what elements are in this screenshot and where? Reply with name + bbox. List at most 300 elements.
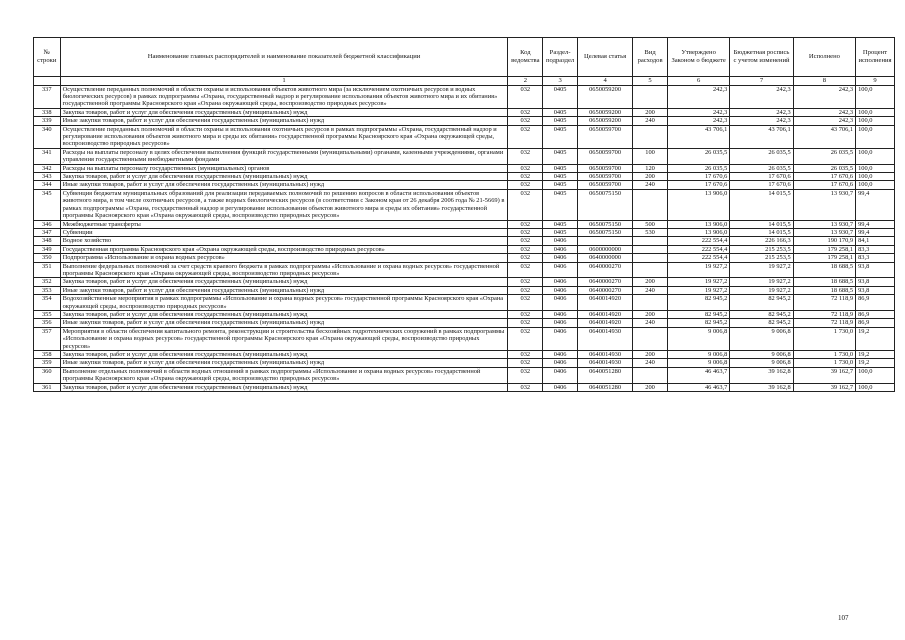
row-name: Субвенция бюджетам муниципальных образований для реализации передаваемых полномочий по решению вопросов в области использования объектов животного мира, в том числе охотничьих ресурсов, а также водных биологических ресурсов (в соответствии с Законом края от 26 декабря 2006 года № 21-5669) в рамках подпрограммы «Охрана, государственный надзор и регулирование использования объектов животного мира и среды их обитания» государственной программы Красноярского края «Охрана окружающей среды, воспроизводство природных ресурсов» (60, 189, 508, 220)
expense-type: 240 (633, 286, 668, 294)
expense-type: 530 (633, 228, 668, 236)
column-number-cell: 6 (667, 77, 729, 86)
approved-amount: 82 945,2 (667, 310, 729, 318)
approved-amount: 46 463,7 (667, 367, 729, 383)
column-number-cell: 5 (633, 77, 668, 86)
table-row (34, 327, 895, 350)
table-row (34, 351, 895, 359)
department-code: 032 (508, 278, 543, 286)
row-number: 356 (34, 319, 61, 327)
expense-type: 120 (633, 164, 668, 172)
execution-percent: 100,0 (856, 367, 895, 383)
row-number: 360 (34, 367, 61, 383)
schedule-amount: 215 253,5 (730, 245, 793, 253)
target-article: 0640000270 (577, 286, 632, 294)
approved-amount: 82 945,2 (667, 319, 729, 327)
section-code: 0406 (543, 254, 578, 262)
department-code: 032 (508, 117, 543, 125)
approved-amount: 242,3 (667, 117, 729, 125)
expense-type (633, 237, 668, 245)
table-row (34, 125, 895, 148)
target-article: 0650059700 (577, 173, 632, 181)
department-code: 032 (508, 164, 543, 172)
target-article: 0640000270 (577, 278, 632, 286)
department-code: 032 (508, 254, 543, 262)
executed-amount: 242,3 (793, 117, 855, 125)
row-number: 361 (34, 383, 61, 391)
table-row (34, 295, 895, 311)
executed-amount: 18 688,5 (793, 278, 855, 286)
execution-percent: 83,3 (856, 245, 895, 253)
executed-amount: 1 730,0 (793, 327, 855, 350)
department-code: 032 (508, 327, 543, 350)
approved-amount: 26 035,5 (667, 148, 729, 164)
department-code: 032 (508, 220, 543, 228)
section-code: 0405 (543, 173, 578, 181)
expense-type: 200 (633, 108, 668, 116)
approved-amount: 13 906,0 (667, 220, 729, 228)
table-row (34, 164, 895, 172)
table-row (34, 173, 895, 181)
expense-type (633, 367, 668, 383)
target-article: 0650075150 (577, 220, 632, 228)
section-code: 0406 (543, 327, 578, 350)
row-name: Иные закупки товаров, работ и услуг для обеспечения государственных (муниципальных) нужд (60, 359, 508, 367)
section-code: 0406 (543, 383, 578, 391)
department-code: 032 (508, 262, 543, 278)
execution-percent: 93,8 (856, 286, 895, 294)
header-approved: Утверждено Законом о бюджете (667, 38, 729, 77)
department-code: 032 (508, 286, 543, 294)
department-code: 032 (508, 237, 543, 245)
row-number: 345 (34, 189, 61, 220)
section-code: 0406 (543, 278, 578, 286)
section-code: 0406 (543, 359, 578, 367)
column-number-cell: 3 (543, 77, 578, 86)
target-article: 0640000270 (577, 262, 632, 278)
execution-percent: 100,0 (856, 383, 895, 391)
table-row (34, 367, 895, 383)
section-code: 0405 (543, 125, 578, 148)
department-code: 032 (508, 295, 543, 311)
table-row (34, 237, 895, 245)
execution-percent: 19,2 (856, 327, 895, 350)
execution-percent: 86,9 (856, 310, 895, 318)
row-name: Водное хозяйство (60, 237, 508, 245)
section-code: 0405 (543, 108, 578, 116)
row-number: 351 (34, 262, 61, 278)
department-code: 032 (508, 245, 543, 253)
target-article (577, 237, 632, 245)
department-code: 032 (508, 148, 543, 164)
row-number: 346 (34, 220, 61, 228)
row-name: Межбюджетные трансферты (60, 220, 508, 228)
executed-amount: 13 930,7 (793, 220, 855, 228)
row-name: Субвенции (60, 228, 508, 236)
row-name: Иные закупки товаров, работ и услуг для обеспечения государственных (муниципальных) нужд (60, 286, 508, 294)
expense-type: 200 (633, 173, 668, 181)
execution-percent: 99,4 (856, 220, 895, 228)
table-row (34, 108, 895, 116)
executed-amount: 179 258,1 (793, 254, 855, 262)
approved-amount: 242,3 (667, 85, 729, 108)
executed-amount: 1 730,0 (793, 359, 855, 367)
table-row (34, 148, 895, 164)
table-row (34, 85, 895, 108)
header-budget-schedule: Бюджетная роспись с учетом изменений (730, 38, 793, 77)
table-row (34, 189, 895, 220)
row-name: Государственная программа Красноярского края «Охрана окружающей среды, воспроизводство природных ресурсов» (60, 245, 508, 253)
header-row-number: № строки (34, 38, 61, 77)
execution-percent: 86,9 (856, 319, 895, 327)
schedule-amount: 215 253,5 (730, 254, 793, 262)
schedule-amount: 26 035,5 (730, 164, 793, 172)
table-row (34, 383, 895, 391)
target-article: 0600000000 (577, 245, 632, 253)
execution-percent: 93,8 (856, 262, 895, 278)
table-row (34, 319, 895, 327)
department-code: 032 (508, 108, 543, 116)
execution-percent: 93,8 (856, 278, 895, 286)
header-name: Наименование главных распорядителей и наименование показателей бюджетной классификации (60, 38, 508, 77)
department-code: 032 (508, 189, 543, 220)
target-article: 0650059700 (577, 164, 632, 172)
schedule-amount: 17 670,6 (730, 181, 793, 189)
target-article: 0640014920 (577, 319, 632, 327)
column-number-cell (34, 77, 61, 86)
row-number: 347 (34, 228, 61, 236)
department-code: 032 (508, 351, 543, 359)
department-code: 032 (508, 359, 543, 367)
target-article: 0640014920 (577, 295, 632, 311)
approved-amount: 46 463,7 (667, 383, 729, 391)
execution-percent: 99,4 (856, 228, 895, 236)
row-number: 359 (34, 359, 61, 367)
expense-type: 200 (633, 383, 668, 391)
table-row (34, 117, 895, 125)
schedule-amount: 17 670,6 (730, 173, 793, 181)
target-article: 0650059200 (577, 117, 632, 125)
section-code: 0406 (543, 351, 578, 359)
execution-percent: 86,9 (856, 295, 895, 311)
target-article: 0650059700 (577, 148, 632, 164)
budget-table (33, 37, 895, 392)
row-number: 338 (34, 108, 61, 116)
schedule-amount: 14 015,5 (730, 189, 793, 220)
section-code: 0406 (543, 286, 578, 294)
section-code: 0406 (543, 295, 578, 311)
table-row (34, 359, 895, 367)
approved-amount: 9 006,8 (667, 327, 729, 350)
target-article: 0640051280 (577, 367, 632, 383)
header-row (34, 38, 895, 77)
executed-amount: 190 170,9 (793, 237, 855, 245)
executed-amount: 26 035,5 (793, 148, 855, 164)
department-code: 032 (508, 367, 543, 383)
execution-percent: 100,0 (856, 164, 895, 172)
row-number: 354 (34, 295, 61, 311)
expense-type: 200 (633, 351, 668, 359)
section-code: 0405 (543, 164, 578, 172)
row-number: 337 (34, 85, 61, 108)
execution-percent: 84,1 (856, 237, 895, 245)
row-number: 341 (34, 148, 61, 164)
row-name: Закупка товаров, работ и услуг для обеспечения государственных (муниципальных) нужд (60, 108, 508, 116)
execution-percent: 100,0 (856, 117, 895, 125)
executed-amount: 18 688,5 (793, 262, 855, 278)
execution-percent: 99,4 (856, 189, 895, 220)
schedule-amount: 19 927,2 (730, 286, 793, 294)
expense-type (633, 85, 668, 108)
executed-amount: 13 930,7 (793, 228, 855, 236)
row-name: Закупка товаров, работ и услуг для обеспечения государственных (муниципальных) нужд (60, 173, 508, 181)
approved-amount: 19 927,2 (667, 262, 729, 278)
section-code: 0405 (543, 228, 578, 236)
executed-amount: 1 730,0 (793, 351, 855, 359)
row-number: 352 (34, 278, 61, 286)
section-code: 0406 (543, 237, 578, 245)
schedule-amount: 39 162,8 (730, 383, 793, 391)
table-row (34, 228, 895, 236)
executed-amount: 18 688,5 (793, 286, 855, 294)
expense-type (633, 125, 668, 148)
target-article: 0650075150 (577, 189, 632, 220)
target-article: 0640000000 (577, 254, 632, 262)
target-article: 0640014930 (577, 351, 632, 359)
row-name: Выполнение федеральных полномочий за счет средств краевого бюджета в рамках подпрограммы «Использование и охрана водных ресурсов» государственной программы Красноярского края «Охрана окружающей среды, воспроизводство природных ресурсов» (60, 262, 508, 278)
schedule-amount: 242,3 (730, 117, 793, 125)
executed-amount: 179 258,1 (793, 245, 855, 253)
row-name: Выполнение отдельных полномочий в области водных отношений в рамках подпрограммы «Использование и охрана водных ресурсов» государственной программы Красноярского края «Охрана окружающей среды, воспроизводство природных ресурсов» (60, 367, 508, 383)
executed-amount: 39 162,7 (793, 383, 855, 391)
schedule-amount: 242,3 (730, 108, 793, 116)
table-body (34, 85, 895, 391)
table-row (34, 278, 895, 286)
header-section: Раздел-подраздел (543, 38, 578, 77)
execution-percent: 100,0 (856, 85, 895, 108)
row-number: 339 (34, 117, 61, 125)
table-row (34, 181, 895, 189)
target-article: 0650059200 (577, 108, 632, 116)
expense-type (633, 262, 668, 278)
department-code: 032 (508, 85, 543, 108)
approved-amount: 222 554,4 (667, 237, 729, 245)
row-name: Закупка товаров, работ и услуг для обеспечения государственных (муниципальных) нужд (60, 278, 508, 286)
approved-amount: 26 035,5 (667, 164, 729, 172)
row-number: 342 (34, 164, 61, 172)
section-code: 0406 (543, 319, 578, 327)
header-percent: Процент исполнения (856, 38, 895, 77)
column-number-cell: 1 (60, 77, 508, 86)
schedule-amount: 9 006,8 (730, 359, 793, 367)
expense-type: 240 (633, 117, 668, 125)
schedule-amount: 242,3 (730, 85, 793, 108)
execution-percent: 100,0 (856, 108, 895, 116)
section-code: 0405 (543, 189, 578, 220)
schedule-amount: 14 015,5 (730, 228, 793, 236)
target-article: 0650059200 (577, 85, 632, 108)
department-code: 032 (508, 310, 543, 318)
row-number: 348 (34, 237, 61, 245)
row-name: Расходы на выплаты персоналу в целях обеспечения выполнения функций государственными (муниципальными) органами, казенными учреждениями, органами управления государственными внебюджетными фондами (60, 148, 508, 164)
table-row (34, 286, 895, 294)
approved-amount: 222 554,4 (667, 245, 729, 253)
table-row (34, 254, 895, 262)
executed-amount: 17 670,6 (793, 173, 855, 181)
row-name: Закупка товаров, работ и услуг для обеспечения государственных (муниципальных) нужд (60, 351, 508, 359)
expense-type: 200 (633, 310, 668, 318)
schedule-amount: 82 945,2 (730, 310, 793, 318)
row-name: Осуществление переданных полномочий в области охраны и использования объектов животного мира (за исключением охотничьих ресурсов и водных биологических ресурсов) в рамках подпрограммы «Охрана, государственный надзор и регулирование использования объектов животного мира и их обитания» государственной программы Красноярского края «Охрана окружающей среды, воспроизводство природных ресурсов» (60, 85, 508, 108)
expense-type: 240 (633, 359, 668, 367)
section-code: 0406 (543, 245, 578, 253)
row-name: Водохозяйственные мероприятия в рамках подпрограммы «Использование и охрана водных ресурсов» государственной программы Красноярского края «Охрана окружающей среды, воспроизводство природных ресурсов» (60, 295, 508, 311)
expense-type (633, 254, 668, 262)
approved-amount: 9 006,8 (667, 359, 729, 367)
page-number: 107 (838, 614, 849, 622)
section-code: 0405 (543, 85, 578, 108)
execution-percent: 100,0 (856, 181, 895, 189)
target-article: 0640051280 (577, 383, 632, 391)
row-name: Иные закупки товаров, работ и услуг для обеспечения государственных (муниципальных) нужд (60, 319, 508, 327)
executed-amount: 39 162,7 (793, 367, 855, 383)
approved-amount: 242,3 (667, 108, 729, 116)
schedule-amount: 19 927,2 (730, 262, 793, 278)
schedule-amount: 226 166,3 (730, 237, 793, 245)
section-code: 0406 (543, 310, 578, 318)
executed-amount: 242,3 (793, 85, 855, 108)
executed-amount: 26 035,5 (793, 164, 855, 172)
table-row (34, 245, 895, 253)
header-expense-type: Вид расходов (633, 38, 668, 77)
row-name: Иные закупки товаров, работ и услуг для обеспечения государственных (муниципальных) нужд (60, 181, 508, 189)
executed-amount: 17 670,6 (793, 181, 855, 189)
executed-amount: 242,3 (793, 108, 855, 116)
column-number-cell: 2 (508, 77, 543, 86)
target-article: 0640014920 (577, 310, 632, 318)
column-number-row (34, 77, 895, 86)
department-code: 032 (508, 319, 543, 327)
row-name: Расходы на выплаты персоналу государственных (муниципальных) органов (60, 164, 508, 172)
executed-amount: 43 706,1 (793, 125, 855, 148)
row-number: 358 (34, 351, 61, 359)
row-number: 353 (34, 286, 61, 294)
row-name: Подпрограмма «Использование и охрана водных ресурсов» (60, 254, 508, 262)
execution-percent: 100,0 (856, 173, 895, 181)
approved-amount: 43 706,1 (667, 125, 729, 148)
table-row (34, 262, 895, 278)
department-code: 032 (508, 383, 543, 391)
schedule-amount: 9 006,8 (730, 351, 793, 359)
column-number-cell: 4 (577, 77, 632, 86)
schedule-amount: 19 927,2 (730, 278, 793, 286)
approved-amount: 17 670,6 (667, 173, 729, 181)
schedule-amount: 82 945,2 (730, 295, 793, 311)
column-number-cell: 7 (730, 77, 793, 86)
row-number: 340 (34, 125, 61, 148)
section-code: 0406 (543, 367, 578, 383)
executed-amount: 13 930,7 (793, 189, 855, 220)
approved-amount: 19 927,2 (667, 278, 729, 286)
row-number: 357 (34, 327, 61, 350)
target-article: 0650075150 (577, 228, 632, 236)
execution-percent: 19,2 (856, 359, 895, 367)
table-row (34, 220, 895, 228)
row-name: Закупка товаров, работ и услуг для обеспечения государственных (муниципальных) нужд (60, 310, 508, 318)
section-code: 0406 (543, 262, 578, 278)
table-row (34, 310, 895, 318)
approved-amount: 13 906,0 (667, 228, 729, 236)
department-code: 032 (508, 228, 543, 236)
schedule-amount: 9 006,8 (730, 327, 793, 350)
row-name: Мероприятия в области обеспечения капитального ремонта, реконструкции и строительства бесхозяйных гидротехнических сооружений в рамках подпрограммы «Использование и охрана водных ресурсов» государственной программы Красноярского края «Охрана окружающей среды, воспроизводство природных ресурсов» (60, 327, 508, 350)
row-name: Осуществление переданных полномочий в области охраны и использования охотничьих ресурсов в рамках подпрограммы «Охрана, государственный надзор и регулирование использования объектов животного мира и среды их обитания» государственной программы Красноярского края «Охрана окружающей среды, воспроизводство природных ресурсов» (60, 125, 508, 148)
header-executed: Исполнено (793, 38, 855, 77)
expense-type: 240 (633, 181, 668, 189)
section-code: 0405 (543, 117, 578, 125)
approved-amount: 9 006,8 (667, 351, 729, 359)
column-number-cell: 9 (856, 77, 895, 86)
expense-type: 100 (633, 148, 668, 164)
row-number: 344 (34, 181, 61, 189)
column-number-cell: 8 (793, 77, 855, 86)
approved-amount: 222 554,4 (667, 254, 729, 262)
department-code: 032 (508, 173, 543, 181)
approved-amount: 17 670,6 (667, 181, 729, 189)
schedule-amount: 14 015,5 (730, 220, 793, 228)
approved-amount: 82 945,2 (667, 295, 729, 311)
row-name: Иные закупки товаров, работ и услуг для обеспечения государственных (муниципальных) нужд (60, 117, 508, 125)
target-article: 0640014930 (577, 359, 632, 367)
expense-type: 200 (633, 278, 668, 286)
executed-amount: 72 118,9 (793, 310, 855, 318)
schedule-amount: 26 035,5 (730, 148, 793, 164)
target-article: 0650059700 (577, 125, 632, 148)
section-code: 0405 (543, 181, 578, 189)
approved-amount: 13 906,0 (667, 189, 729, 220)
section-code: 0405 (543, 220, 578, 228)
expense-type: 500 (633, 220, 668, 228)
target-article: 0650059700 (577, 181, 632, 189)
department-code: 032 (508, 181, 543, 189)
execution-percent: 100,0 (856, 125, 895, 148)
row-number: 349 (34, 245, 61, 253)
row-number: 350 (34, 254, 61, 262)
expense-type (633, 189, 668, 220)
section-code: 0405 (543, 148, 578, 164)
row-number: 355 (34, 310, 61, 318)
execution-percent: 100,0 (856, 148, 895, 164)
schedule-amount: 43 706,1 (730, 125, 793, 148)
expense-type (633, 327, 668, 350)
executed-amount: 72 118,9 (793, 319, 855, 327)
schedule-amount: 39 162,8 (730, 367, 793, 383)
execution-percent: 83,3 (856, 254, 895, 262)
approved-amount: 19 927,2 (667, 286, 729, 294)
execution-percent: 19,2 (856, 351, 895, 359)
schedule-amount: 82 945,2 (730, 319, 793, 327)
executed-amount: 72 118,9 (793, 295, 855, 311)
expense-type (633, 245, 668, 253)
row-number: 343 (34, 173, 61, 181)
header-target-article: Целевая статья (577, 38, 632, 77)
target-article: 0640014930 (577, 327, 632, 350)
header-department-code: Код ведомства (508, 38, 543, 77)
row-name: Закупка товаров, работ и услуг для обеспечения государственных (муниципальных) нужд (60, 383, 508, 391)
department-code: 032 (508, 125, 543, 148)
expense-type (633, 295, 668, 311)
expense-type: 240 (633, 319, 668, 327)
